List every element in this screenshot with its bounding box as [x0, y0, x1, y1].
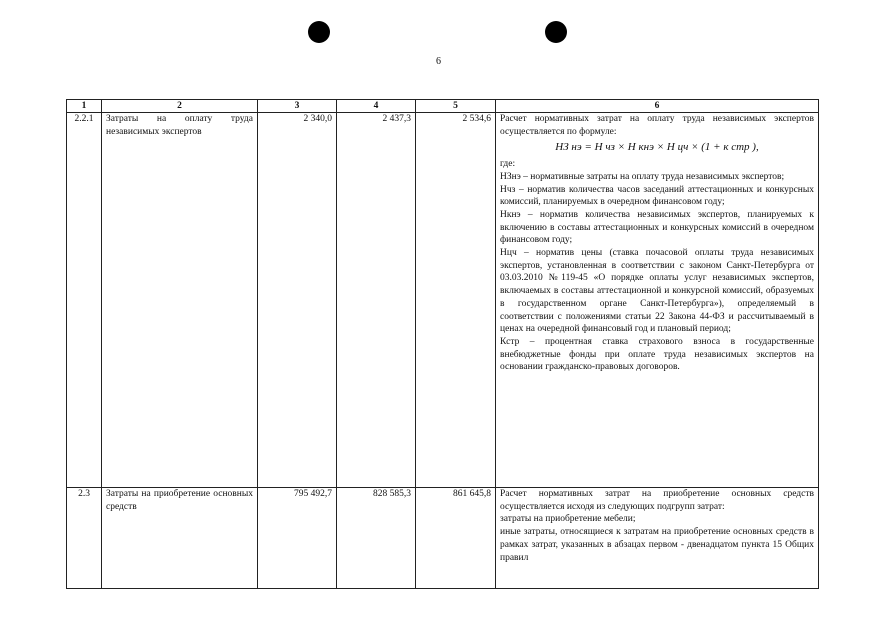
description-line: Нчз – норматив количества часов заседаний аттестационных и конкурсных комиссий, планируемых в очередном финансовом году; — [500, 184, 814, 208]
row-code: 2.3 — [67, 488, 102, 589]
row-value-2: 2 437,3 — [337, 113, 416, 488]
row-value-1: 795 492,7 — [258, 488, 337, 589]
table-row — [67, 488, 819, 589]
page-number: 6 — [436, 56, 441, 67]
description-intro: Расчет нормативных затрат на оплату труда независимых экспертов осуществляется по формуле: — [500, 114, 814, 137]
cost-table — [66, 99, 819, 589]
description-line: затраты на приобретение мебели; — [500, 514, 636, 525]
row-code: 2.2.1 — [67, 113, 102, 488]
header-col-4: 4 — [337, 100, 416, 113]
hole-punch-left — [308, 21, 330, 43]
header-col-1: 1 — [67, 100, 102, 113]
description-line: НЗнэ – нормативные затраты на оплату труда независимых экспертов; — [500, 171, 785, 182]
row-value-1: 2 340,0 — [258, 113, 337, 488]
header-row — [67, 100, 819, 113]
description-line: где: — [500, 159, 516, 170]
hole-punch-right — [545, 21, 567, 43]
description-line: Кстр – процентная ставка страхового взноса в государственные внебюджетные фонды при оплате труда независимых экспертов на основании гражданско-правовых договоров. — [500, 336, 814, 373]
description-line: Нцч – норматив цены (ставка почасовой оплаты труда независимых экспертов, установленная в соответствии с законом Санкт-Петербурга от 03.03.2010 №119-45 «О порядке оплаты услуг независимых экспертов, включаемых в составы аттестационной и конкурсной комиссий, образуемых в государственном органе Санкт-Петербурга»), определяемый в соответствии с положениями статьи 22 Закона 44-ФЗ и рассчитываемый в ценах на очередной финансовый год и плановый период; — [500, 248, 814, 335]
description-line: Расчет нормативных затрат на приобретение основных средств осуществляется исходя из следующих подгрупп затрат: — [500, 489, 814, 512]
header-col-3: 3 — [258, 100, 337, 113]
row-name: Затраты на приобретение основных средств — [102, 488, 258, 589]
row-description — [496, 113, 819, 488]
formula: НЗ нэ = Н чз × Н кнэ × Н цч × (1 + к стр ), — [555, 141, 759, 154]
header-col-5: 5 — [416, 100, 496, 113]
row-value-2: 828 585,3 — [337, 488, 416, 589]
row-value-3: 2 534,6 — [416, 113, 496, 488]
row-name: Затраты на оплату труда независимых экспертов — [102, 113, 258, 488]
description-line: Нкнэ – норматив количества независимых экспертов, планируемых к включению в составы аттестационных и конкурсных комиссий в очередном финансовом году; — [500, 209, 814, 246]
table-row — [67, 113, 819, 488]
header-col-2: 2 — [102, 100, 258, 113]
row-description — [496, 488, 819, 589]
row-value-3: 861 645,8 — [416, 488, 496, 589]
description-line: иные затраты, относящиеся к затратам на приобретение основных средств в рамках затрат, указанных в абзацах первом - двенадцатом пункта 15 Общих правил — [500, 527, 814, 563]
header-col-6: 6 — [496, 100, 819, 113]
